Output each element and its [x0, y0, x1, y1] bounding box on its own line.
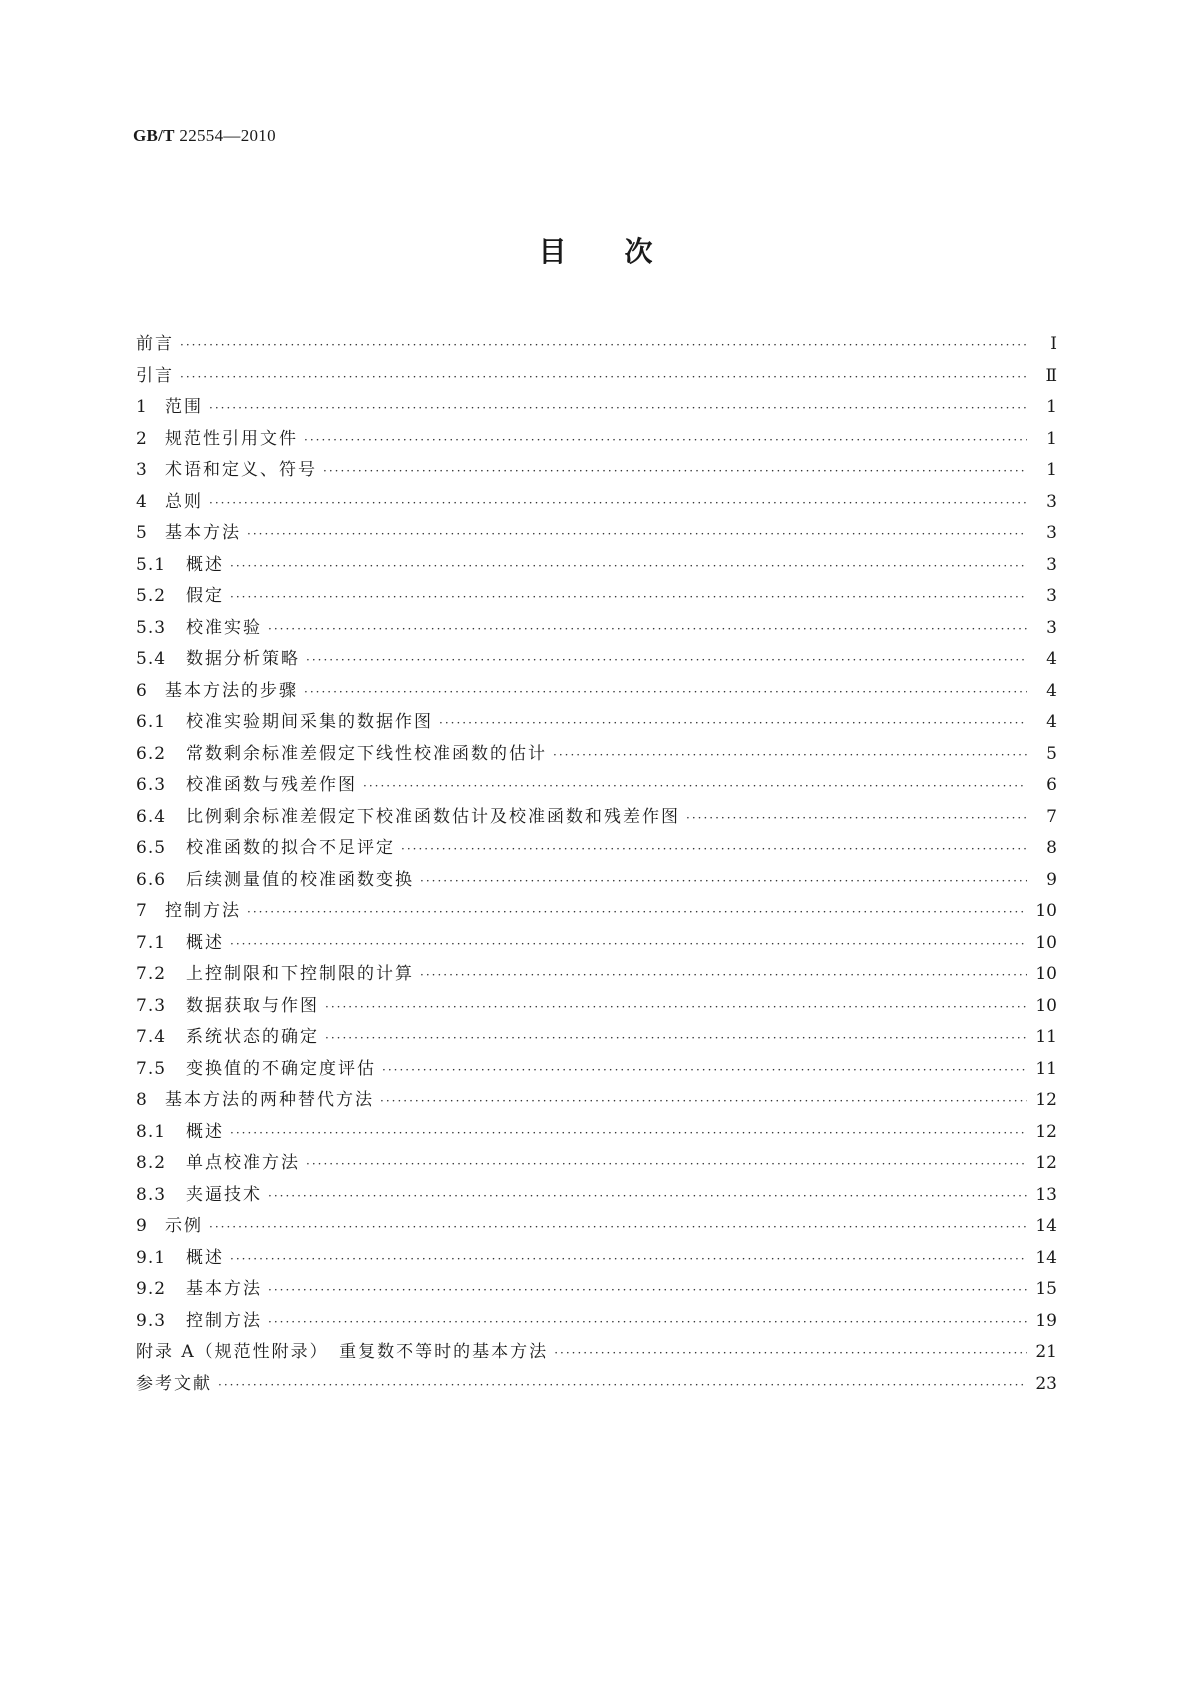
toc-entry[interactable]	[136, 424, 1057, 456]
toc-entry[interactable]	[136, 1306, 1057, 1338]
toc-entry[interactable]	[136, 802, 1057, 834]
toc-entry[interactable]	[136, 1085, 1057, 1117]
toc-entry-page: 15	[1035, 1279, 1057, 1299]
toc-entry-label: 数据获取与作图	[186, 995, 319, 1016]
toc-entry-page: 4	[1046, 712, 1057, 732]
toc-entry-page: 4	[1046, 680, 1057, 701]
toc-entry-label: 基本方法的步骤	[165, 680, 298, 701]
toc-entry-page: 14	[1035, 1247, 1057, 1268]
page-title: 目次	[538, 235, 711, 268]
toc-entry-label: 控制方法	[165, 901, 241, 921]
toc-dot-leader	[268, 1181, 1027, 1213]
toc-entry-page: 6	[1046, 775, 1057, 795]
toc-entry[interactable]	[136, 392, 1057, 424]
toc-entry-page: 12	[1035, 1121, 1057, 1142]
toc-entry-label: 概述	[186, 1247, 224, 1268]
toc-entry-page: Ⅰ	[1050, 334, 1057, 354]
toc-entry[interactable]	[136, 1054, 1057, 1086]
toc-entry-page: 7	[1046, 806, 1057, 827]
toc-dot-leader	[304, 677, 1027, 709]
toc-entry-number: 9	[136, 1216, 148, 1236]
toc-entry-label: 附录 A（规范性附录） 重复数不等时的基本方法	[136, 1342, 549, 1362]
toc-dot-leader	[180, 330, 1027, 362]
toc-entry-page: 10	[1035, 964, 1057, 984]
toc-entry-page: 23	[1035, 1373, 1057, 1394]
toc-dot-leader	[268, 1275, 1027, 1307]
toc-entry[interactable]	[136, 1337, 1057, 1369]
toc-dot-leader	[686, 803, 1027, 835]
document-code-prefix: GB/T	[133, 126, 175, 145]
toc-entry-number: 9.2	[136, 1279, 167, 1299]
toc-dot-leader	[325, 1023, 1027, 1055]
toc-entry-label: 基本方法	[165, 523, 241, 543]
toc-entry-label: 校准实验	[186, 617, 262, 638]
toc-dot-leader	[323, 456, 1027, 488]
toc-entry-label: 校准实验期间采集的数据作图	[186, 712, 433, 732]
toc-entry-page: 13	[1035, 1184, 1057, 1205]
toc-entry-number: 3	[136, 460, 148, 480]
table-of-contents	[136, 329, 1057, 1400]
toc-entry-label: 单点校准方法	[186, 1153, 300, 1173]
toc-entry-label: 参考文献	[136, 1373, 212, 1394]
toc-entry-label: 前言	[136, 334, 174, 354]
toc-entry-page: 10	[1035, 901, 1057, 921]
toc-entry[interactable]	[136, 1369, 1057, 1401]
toc-dot-leader	[230, 1118, 1027, 1150]
toc-entry[interactable]	[136, 518, 1057, 550]
toc-entry-label: 规范性引用文件	[165, 428, 298, 449]
toc-entry[interactable]	[136, 770, 1057, 802]
toc-entry[interactable]	[136, 959, 1057, 991]
toc-entry[interactable]	[136, 1211, 1057, 1243]
toc-entry-label: 夹逼技术	[186, 1184, 262, 1205]
toc-entry-page: 1	[1046, 460, 1057, 480]
toc-entry-number: 5	[136, 523, 148, 543]
toc-entry-page: 12	[1035, 1153, 1057, 1173]
toc-entry-label: 数据分析策略	[186, 649, 300, 669]
toc-entry-number: 7.2	[136, 964, 167, 984]
toc-entry-page: 14	[1035, 1216, 1057, 1236]
toc-entry-page: 3	[1046, 491, 1057, 512]
toc-entry-number: 5.1	[136, 554, 167, 575]
toc-entry[interactable]	[136, 865, 1057, 897]
toc-entry-page: 3	[1046, 554, 1057, 575]
toc-entry[interactable]	[136, 329, 1057, 361]
toc-dot-leader	[420, 866, 1027, 898]
toc-entry[interactable]	[136, 739, 1057, 771]
toc-dot-leader	[209, 1212, 1027, 1244]
toc-entry-number: 5.2	[136, 586, 167, 606]
toc-entry[interactable]	[136, 1180, 1057, 1212]
toc-entry-number: 7.4	[136, 1027, 167, 1047]
toc-entry-label: 概述	[186, 554, 224, 575]
toc-entry-number: 6.4	[136, 806, 167, 827]
toc-entry-label: 控制方法	[186, 1310, 262, 1331]
toc-entry-label: 概述	[186, 1121, 224, 1142]
toc-entry[interactable]	[136, 455, 1057, 487]
toc-entry-number: 6.6	[136, 869, 167, 890]
toc-entry-label: 假定	[186, 586, 224, 606]
toc-dot-leader	[325, 992, 1027, 1024]
toc-entry-label: 后续测量值的校准函数变换	[186, 869, 414, 890]
toc-entry-page: 10	[1035, 995, 1057, 1016]
toc-entry-number: 6.5	[136, 838, 167, 858]
toc-entry-number: 8.3	[136, 1184, 167, 1205]
toc-entry-number: 9.1	[136, 1247, 167, 1268]
toc-entry-number: 6.3	[136, 775, 167, 795]
toc-dot-leader	[230, 1244, 1027, 1276]
toc-entry[interactable]	[136, 1117, 1057, 1149]
toc-entry-page: 21	[1035, 1342, 1057, 1362]
toc-dot-leader	[230, 929, 1027, 961]
toc-entry-number: 6.1	[136, 712, 167, 732]
toc-entry-number: 7.1	[136, 932, 167, 953]
toc-entry-number: 8.1	[136, 1121, 167, 1142]
toc-entry-number: 6.2	[136, 743, 167, 764]
toc-entry-number: 1	[136, 397, 148, 417]
toc-entry-page: 1	[1046, 428, 1057, 449]
toc-entry-page: 3	[1046, 586, 1057, 606]
toc-entry-number: 4	[136, 491, 148, 512]
toc-entry[interactable]	[136, 613, 1057, 645]
document-code	[133, 126, 276, 146]
toc-entry-page: 12	[1035, 1090, 1057, 1110]
toc-entry[interactable]	[136, 833, 1057, 865]
toc-entry-page: 19	[1035, 1310, 1057, 1331]
toc-entry-page: 11	[1035, 1027, 1057, 1047]
toc-entry-label: 基本方法	[186, 1279, 262, 1299]
toc-entry[interactable]	[136, 896, 1057, 928]
toc-entry-label: 基本方法的两种替代方法	[165, 1090, 374, 1110]
toc-entry[interactable]	[136, 361, 1057, 393]
toc-entry[interactable]	[136, 644, 1057, 676]
toc-entry-number: 8	[136, 1090, 148, 1110]
toc-entry[interactable]	[136, 1148, 1057, 1180]
toc-entry[interactable]	[136, 1022, 1057, 1054]
toc-entry[interactable]	[136, 676, 1057, 708]
toc-dot-leader	[382, 1055, 1027, 1087]
toc-entry-page: 8	[1046, 838, 1057, 858]
toc-entry-label: 概述	[186, 932, 224, 953]
toc-entry[interactable]	[136, 707, 1057, 739]
toc-entry-number: 5.3	[136, 617, 167, 638]
toc-dot-leader	[306, 1149, 1027, 1181]
toc-dot-leader	[401, 834, 1027, 866]
toc-entry-page: 9	[1046, 869, 1057, 890]
toc-dot-leader	[554, 1338, 1027, 1370]
toc-entry-label: 常数剩余标准差假定下线性校准函数的估计	[186, 743, 547, 764]
toc-dot-leader	[180, 362, 1027, 394]
toc-entry-page: 4	[1046, 649, 1057, 669]
toc-entry-number: 8.2	[136, 1153, 167, 1173]
toc-entry-label: 引言	[136, 365, 174, 386]
toc-entry-number: 7.5	[136, 1058, 167, 1079]
toc-entry[interactable]	[136, 487, 1057, 519]
toc-entry-label: 上控制限和下控制限的计算	[186, 964, 414, 984]
toc-entry-number: 2	[136, 428, 148, 449]
toc-dot-leader	[553, 740, 1027, 772]
toc-entry-page: 5	[1046, 743, 1057, 764]
toc-dot-leader	[268, 1307, 1027, 1339]
toc-entry-number: 5.4	[136, 649, 167, 669]
toc-entry[interactable]	[136, 581, 1057, 613]
toc-entry-page: 10	[1035, 932, 1057, 953]
toc-entry-label: 变换值的不确定度评估	[186, 1058, 376, 1079]
toc-entry-label: 系统状态的确定	[186, 1027, 319, 1047]
toc-dot-leader	[304, 425, 1027, 457]
toc-entry-page: 11	[1035, 1058, 1057, 1079]
toc-dot-leader	[218, 1370, 1027, 1402]
toc-entry-page: 1	[1046, 397, 1057, 417]
toc-dot-leader	[209, 393, 1027, 425]
toc-entry[interactable]	[136, 991, 1057, 1023]
toc-entry-label: 校准函数与残差作图	[186, 775, 357, 795]
toc-entry-page: Ⅱ	[1045, 365, 1057, 386]
toc-entry[interactable]	[136, 1274, 1057, 1306]
toc-entry[interactable]	[136, 550, 1057, 582]
toc-dot-leader	[268, 614, 1027, 646]
toc-dot-leader	[380, 1086, 1027, 1118]
toc-entry-number: 9.3	[136, 1310, 167, 1331]
toc-entry-number: 6	[136, 680, 148, 701]
toc-entry-label: 范围	[165, 397, 203, 417]
toc-entry-label: 总则	[165, 491, 203, 512]
toc-dot-leader	[230, 551, 1027, 583]
toc-entry-page: 3	[1046, 617, 1057, 638]
toc-entry[interactable]	[136, 928, 1057, 960]
toc-entry-number: 7.3	[136, 995, 167, 1016]
toc-entry-page: 3	[1046, 523, 1057, 543]
toc-dot-leader	[247, 519, 1027, 551]
toc-entry-number: 7	[136, 901, 148, 921]
toc-entry[interactable]	[136, 1243, 1057, 1275]
toc-dot-leader	[439, 708, 1027, 740]
toc-entry-label: 比例剩余标准差假定下校准函数估计及校准函数和残差作图	[186, 806, 680, 827]
toc-dot-leader	[230, 582, 1027, 614]
toc-dot-leader	[209, 488, 1027, 520]
toc-entry-label: 校准函数的拟合不足评定	[186, 838, 395, 858]
toc-dot-leader	[247, 897, 1027, 929]
toc-entry-label: 示例	[165, 1216, 203, 1236]
toc-entry-label: 术语和定义、符号	[165, 460, 317, 480]
toc-dot-leader	[306, 645, 1027, 677]
toc-dot-leader	[420, 960, 1027, 992]
document-code-number: 22554—2010	[179, 126, 276, 145]
toc-dot-leader	[363, 771, 1027, 803]
